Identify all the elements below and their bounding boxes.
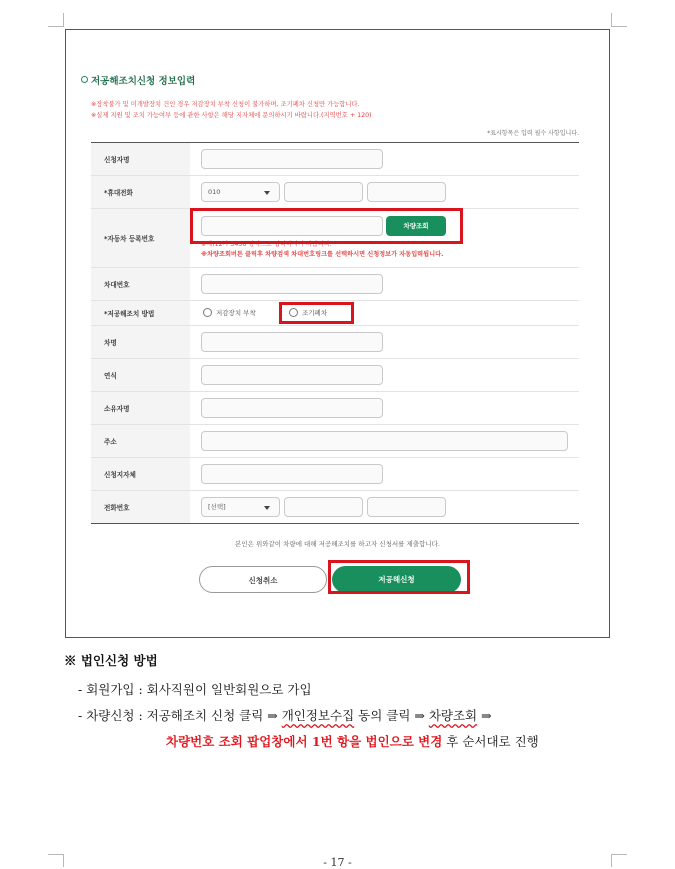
highlight-box-car-reg <box>190 208 463 244</box>
notice-line: ※실제 지원 및 조치 가능여부 등에 관한 사항은 해당 지자체에 문의하시기 바랍니다.(지역번호 + 120) <box>91 112 372 119</box>
label-vin: 차대번호 <box>91 268 190 300</box>
radio-circle-icon <box>203 308 212 317</box>
form-row-applicant <box>91 143 579 176</box>
label-local-gov: 신청지자체 <box>91 458 190 490</box>
form-row-owner <box>91 392 579 425</box>
applicant-name-input[interactable] <box>201 149 383 169</box>
section-title-text: 저공해조치신청 정보입력 <box>91 76 196 87</box>
form-screenshot <box>65 29 610 638</box>
label-car-name: 차명 <box>91 326 190 358</box>
mobile-last-input[interactable] <box>367 182 446 202</box>
highlight-box-early-scrap <box>279 302 354 324</box>
phone-prefix-select[interactable]: [선택] <box>201 497 280 517</box>
crop-mark <box>611 26 627 27</box>
form-row-year <box>91 359 579 392</box>
required-note: *표시항목은 입력 필수 사항입니다. <box>487 130 579 137</box>
crop-mark <box>611 854 627 855</box>
consent-text: 본인은 위와같이 차량에 대해 저공해조치를 하고자 신청서를 제출합니다. <box>235 540 440 548</box>
radio-label: 조기폐차 <box>302 309 328 317</box>
form-row-phone <box>91 491 579 524</box>
mobile-middle-input[interactable] <box>284 182 363 202</box>
vin-input[interactable] <box>201 274 383 294</box>
doc-line-vehicle-apply <box>78 706 492 724</box>
label-car-reg: *자동차 등록번호 <box>91 209 190 267</box>
label-year: 연식 <box>91 359 190 391</box>
doc-heading: ※ 법인신청 방법 <box>64 653 158 668</box>
crop-mark <box>48 26 64 27</box>
label-applicant: 신청자명 <box>91 143 190 175</box>
doc-line-instruction <box>166 732 539 750</box>
doc-text-emphasis: 차량번호 조회 팝업창에서 1번 항을 법인으로 변경 <box>166 734 443 749</box>
label-address: 주소 <box>91 425 190 457</box>
label-phone: 전화번호 <box>91 491 190 523</box>
car-reg-hint: ※예)12가 3456 형식으로 입력하시기 바랍니다. <box>201 241 332 248</box>
form-row-mobile <box>91 176 579 209</box>
doc-text-underlined: 개인정보수집 <box>281 708 355 723</box>
form-row-vin <box>91 268 579 301</box>
mobile-prefix-select[interactable]: 010 <box>201 182 280 202</box>
label-owner: 소유자명 <box>91 392 190 424</box>
bullet-icon <box>81 76 88 83</box>
doc-text: - 차량신청 : 저공해조치 신청 클릭 ⇒ <box>78 708 282 723</box>
car-reg-hint: ※차량조회버튼 클릭후 차량검색 차대번호링크를 선택하시면 신청정보가 자동입력됩니다. <box>201 251 444 258</box>
submit-application-button[interactable]: 저공해신청 <box>332 566 461 593</box>
vehicle-lookup-button[interactable]: 차량조회 <box>386 216 446 236</box>
label-mobile: *휴대전화 <box>91 176 190 208</box>
radio-reduction-device[interactable] <box>203 308 256 317</box>
doc-text: 후 순서대로 진행 <box>442 734 539 749</box>
form-row-car-name <box>91 326 579 359</box>
address-input[interactable] <box>201 431 568 451</box>
doc-text-underlined: 차량조회 <box>428 708 478 723</box>
car-name-input[interactable] <box>201 332 383 352</box>
crop-mark <box>48 854 64 855</box>
page-number: - 17 - <box>323 856 352 869</box>
form-row-address <box>91 425 579 458</box>
section-title <box>81 73 195 87</box>
year-input[interactable] <box>201 365 383 385</box>
notice-line: ※장착불가 및 미개발장치 건인 경우 저감장치 부착 신청이 불가하며, 조기폐차 신청만 가능합니다. <box>91 101 360 108</box>
crop-mark <box>611 13 612 27</box>
doc-text: ⇒ <box>477 708 492 723</box>
doc-line-signup: - 회원가입 : 회사직원이 일반회원으로 가입 <box>78 682 312 697</box>
form-row-local-gov <box>91 458 579 491</box>
crop-mark <box>63 13 64 27</box>
phone-middle-input[interactable] <box>284 497 363 517</box>
owner-name-input[interactable] <box>201 398 383 418</box>
radio-label: 저감장치 부착 <box>216 309 256 317</box>
local-gov-input[interactable] <box>201 464 383 484</box>
doc-text: 동의 클릭 ⇒ <box>354 708 429 723</box>
highlight-box-submit <box>328 560 470 594</box>
label-method: *저공해조치 방법 <box>91 301 190 325</box>
phone-last-input[interactable] <box>367 497 446 517</box>
cancel-application-button[interactable]: 신청취소 <box>199 566 327 593</box>
